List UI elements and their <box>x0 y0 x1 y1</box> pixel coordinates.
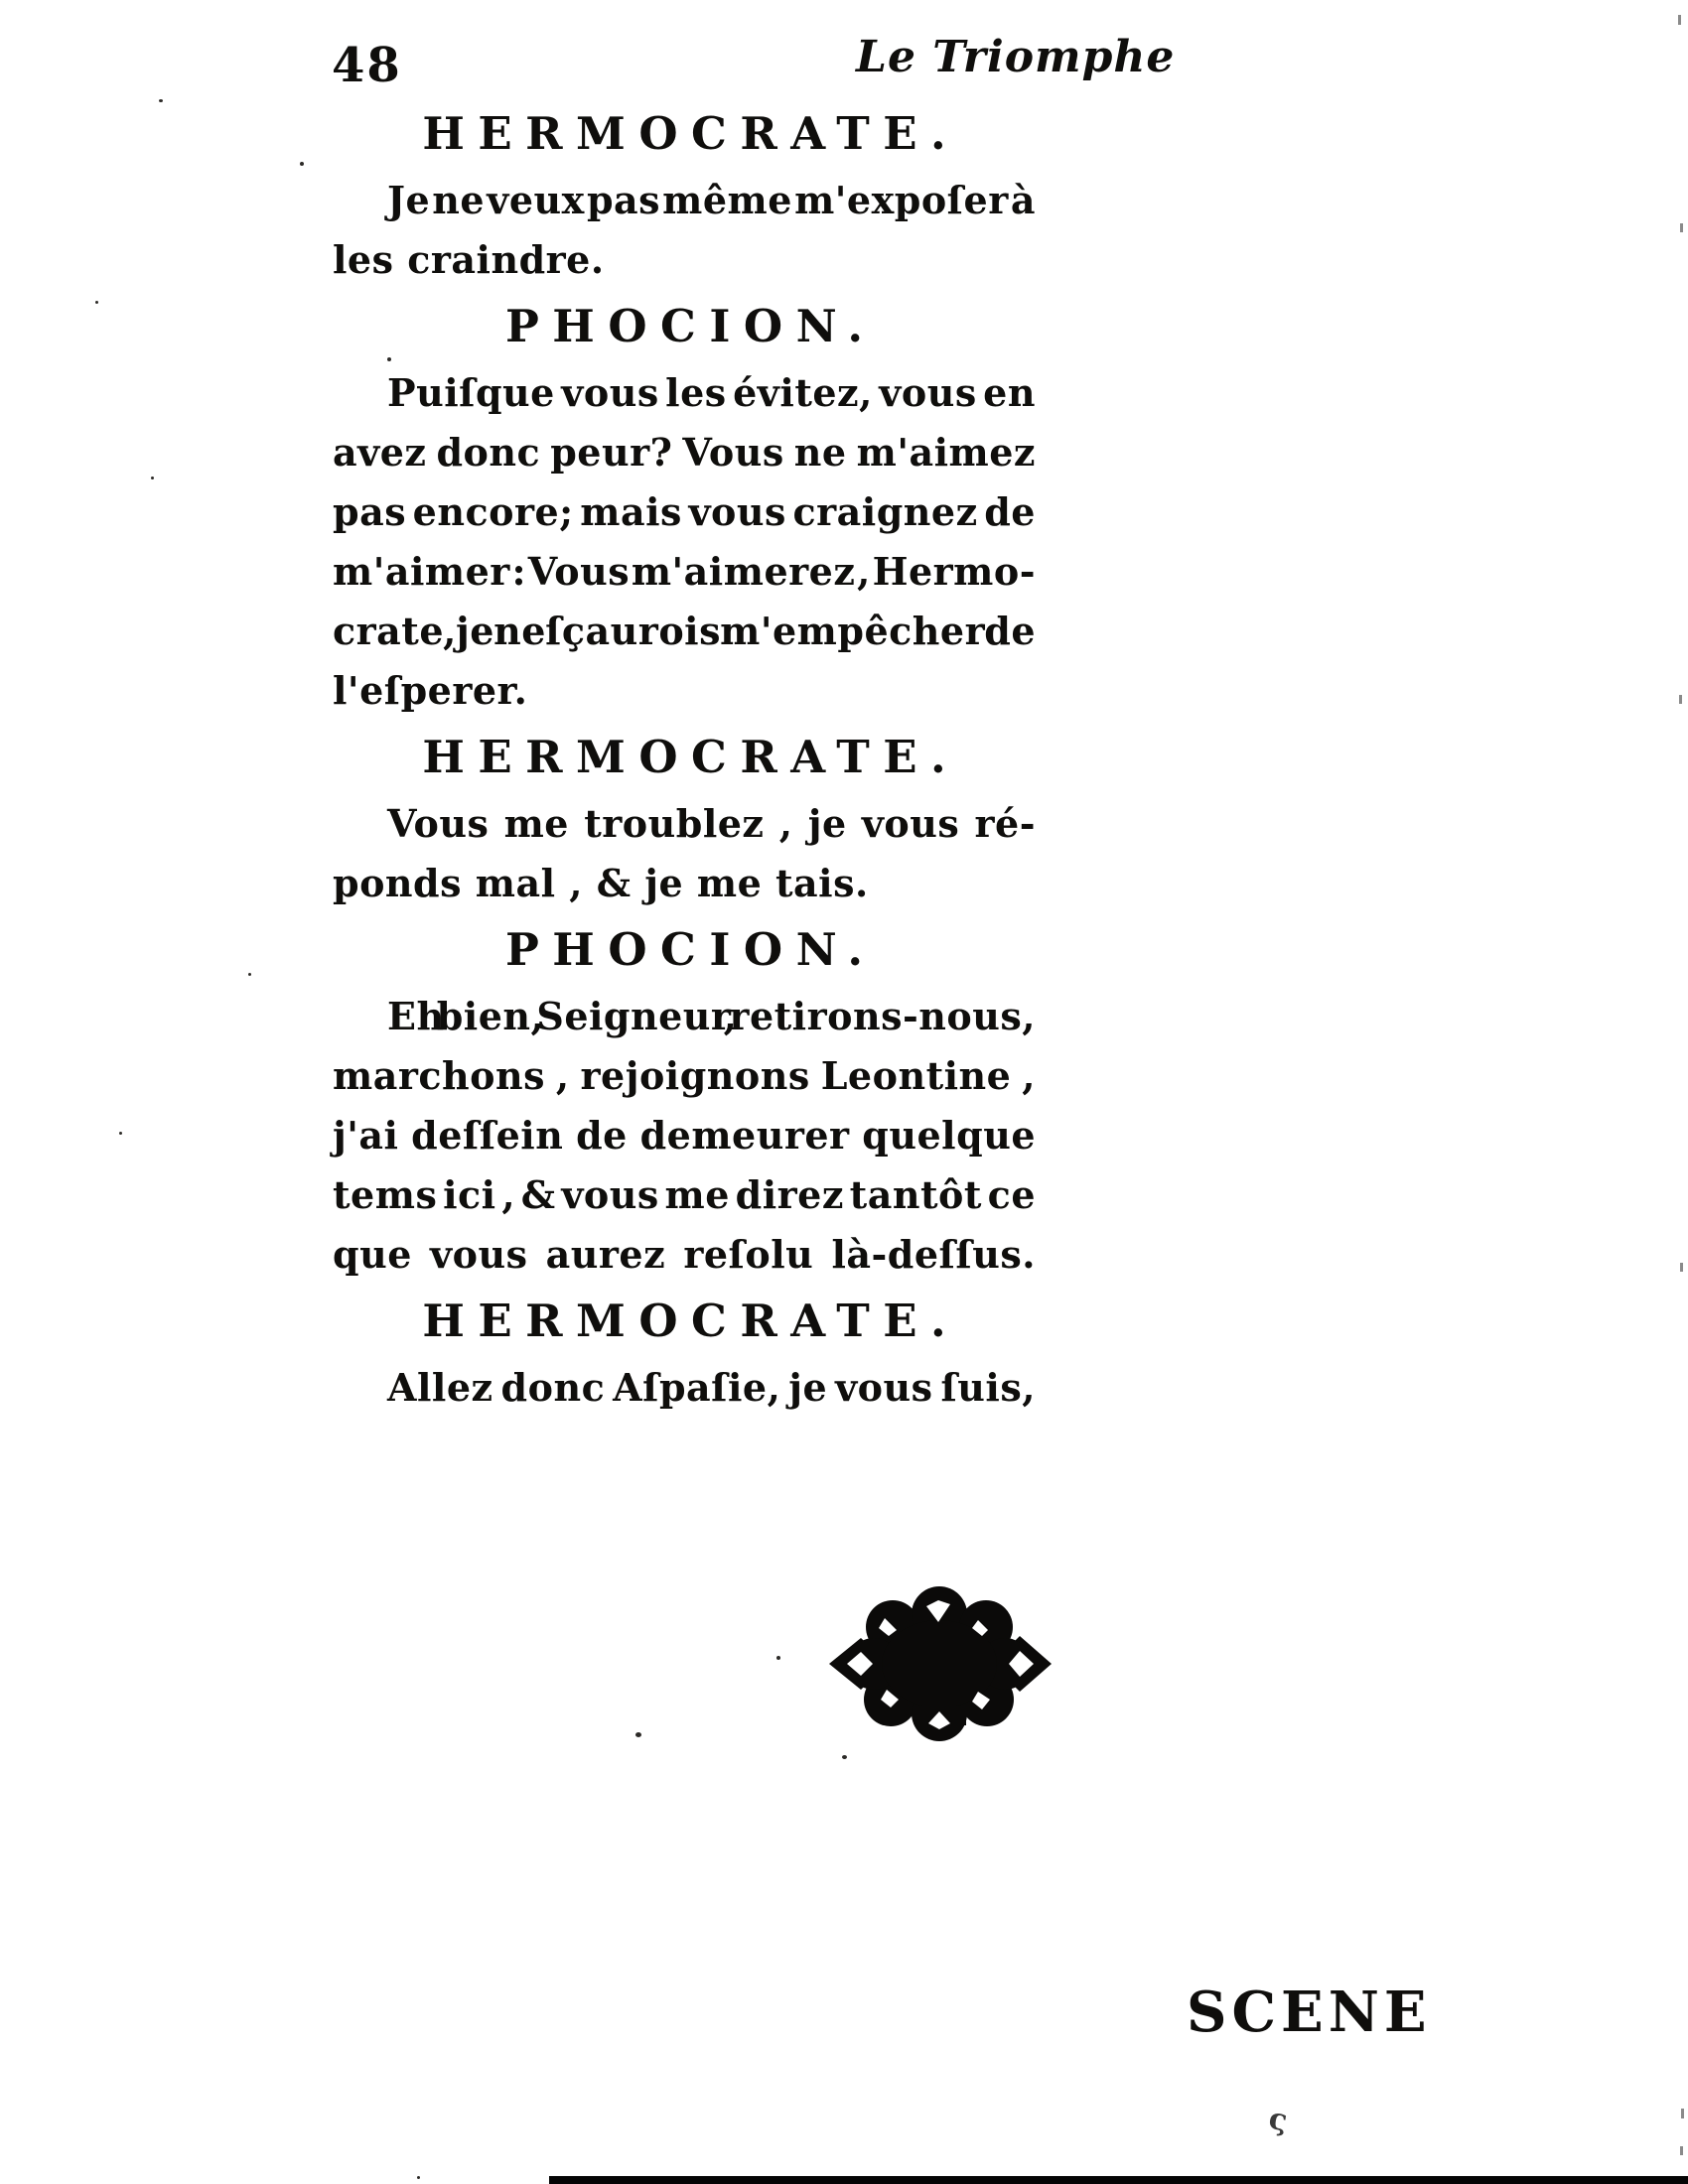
catchword: SCENE <box>1187 1979 1432 2045</box>
dialogue-line: Allez donc Aſpaſie, je vous ſuis, <box>387 1365 1036 1410</box>
edge-tick <box>1680 2146 1683 2155</box>
stray-ink-mark: ς <box>1266 2101 1290 2139</box>
edge-tick <box>1680 223 1683 232</box>
dialogue-line: avez donc peur? Vous ne m'aimez <box>333 430 1036 475</box>
dialogue-line: que vous aurez reſolu là-deſſus. <box>333 1232 1036 1277</box>
rosette-icon <box>827 1578 1054 1749</box>
edge-tick <box>1678 15 1681 25</box>
edge-tick <box>1679 695 1682 704</box>
speaker-heading: HERMOCRATE. <box>422 1295 960 1347</box>
scan-edge-artifact <box>549 2176 1688 2184</box>
edge-tick <box>1681 2109 1684 2118</box>
dialogue-line: pas encore; mais vous craignez de <box>333 489 1036 534</box>
ink-speck <box>300 162 304 166</box>
ink-speck <box>842 1755 847 1759</box>
dialogue-line: j'ai deſſein de demeurer quelque <box>333 1113 1036 1158</box>
speaker-heading: PHOCION. <box>504 300 877 352</box>
dialogue-line: Vous me troublez , je vous ré- <box>387 801 1036 846</box>
ink-speck <box>95 301 98 304</box>
ink-speck <box>159 99 163 102</box>
ink-speck <box>635 1732 641 1737</box>
speaker-heading: PHOCION. <box>504 923 877 976</box>
fleuron-ornament <box>827 1578 1054 1749</box>
dialogue-line: l'eſperer. <box>333 668 528 713</box>
ink-speck <box>151 477 154 479</box>
dialogue-line: Puiſque vous les évitez, vous en <box>387 370 1036 415</box>
ink-speck <box>776 1656 780 1660</box>
ink-speck <box>248 973 251 976</box>
ink-speck <box>417 2176 420 2179</box>
dialogue-line: marchons , rejoignons Leontine , <box>333 1053 1036 1098</box>
dialogue-line: Eh bien, Seigneur , retirons-nous, <box>387 994 1036 1038</box>
dialogue-line: Je ne veux pas même m'expoſer à <box>387 178 1036 222</box>
edge-tick <box>1680 1263 1683 1272</box>
page-number: 48 <box>332 38 402 93</box>
text-column <box>333 97 1036 1418</box>
dialogue-line: tems ici , & vous me direz tantôt ce <box>333 1172 1036 1217</box>
speaker-heading: HERMOCRATE. <box>422 731 960 783</box>
dialogue-line: les craindre. <box>333 237 605 282</box>
ink-speck <box>119 1132 122 1135</box>
running-header: Le Triomphe <box>856 32 1176 82</box>
ink-speck <box>387 357 391 361</box>
speaker-heading: HERMOCRATE. <box>422 107 960 160</box>
dialogue-line: crate , je ne ſçaurois m'empêcher de <box>333 609 1036 653</box>
dialogue-line: ponds mal , & je me tais. <box>333 861 869 905</box>
dialogue-line: m'aimer : Vous m'aimerez , Hermo- <box>333 549 1036 594</box>
